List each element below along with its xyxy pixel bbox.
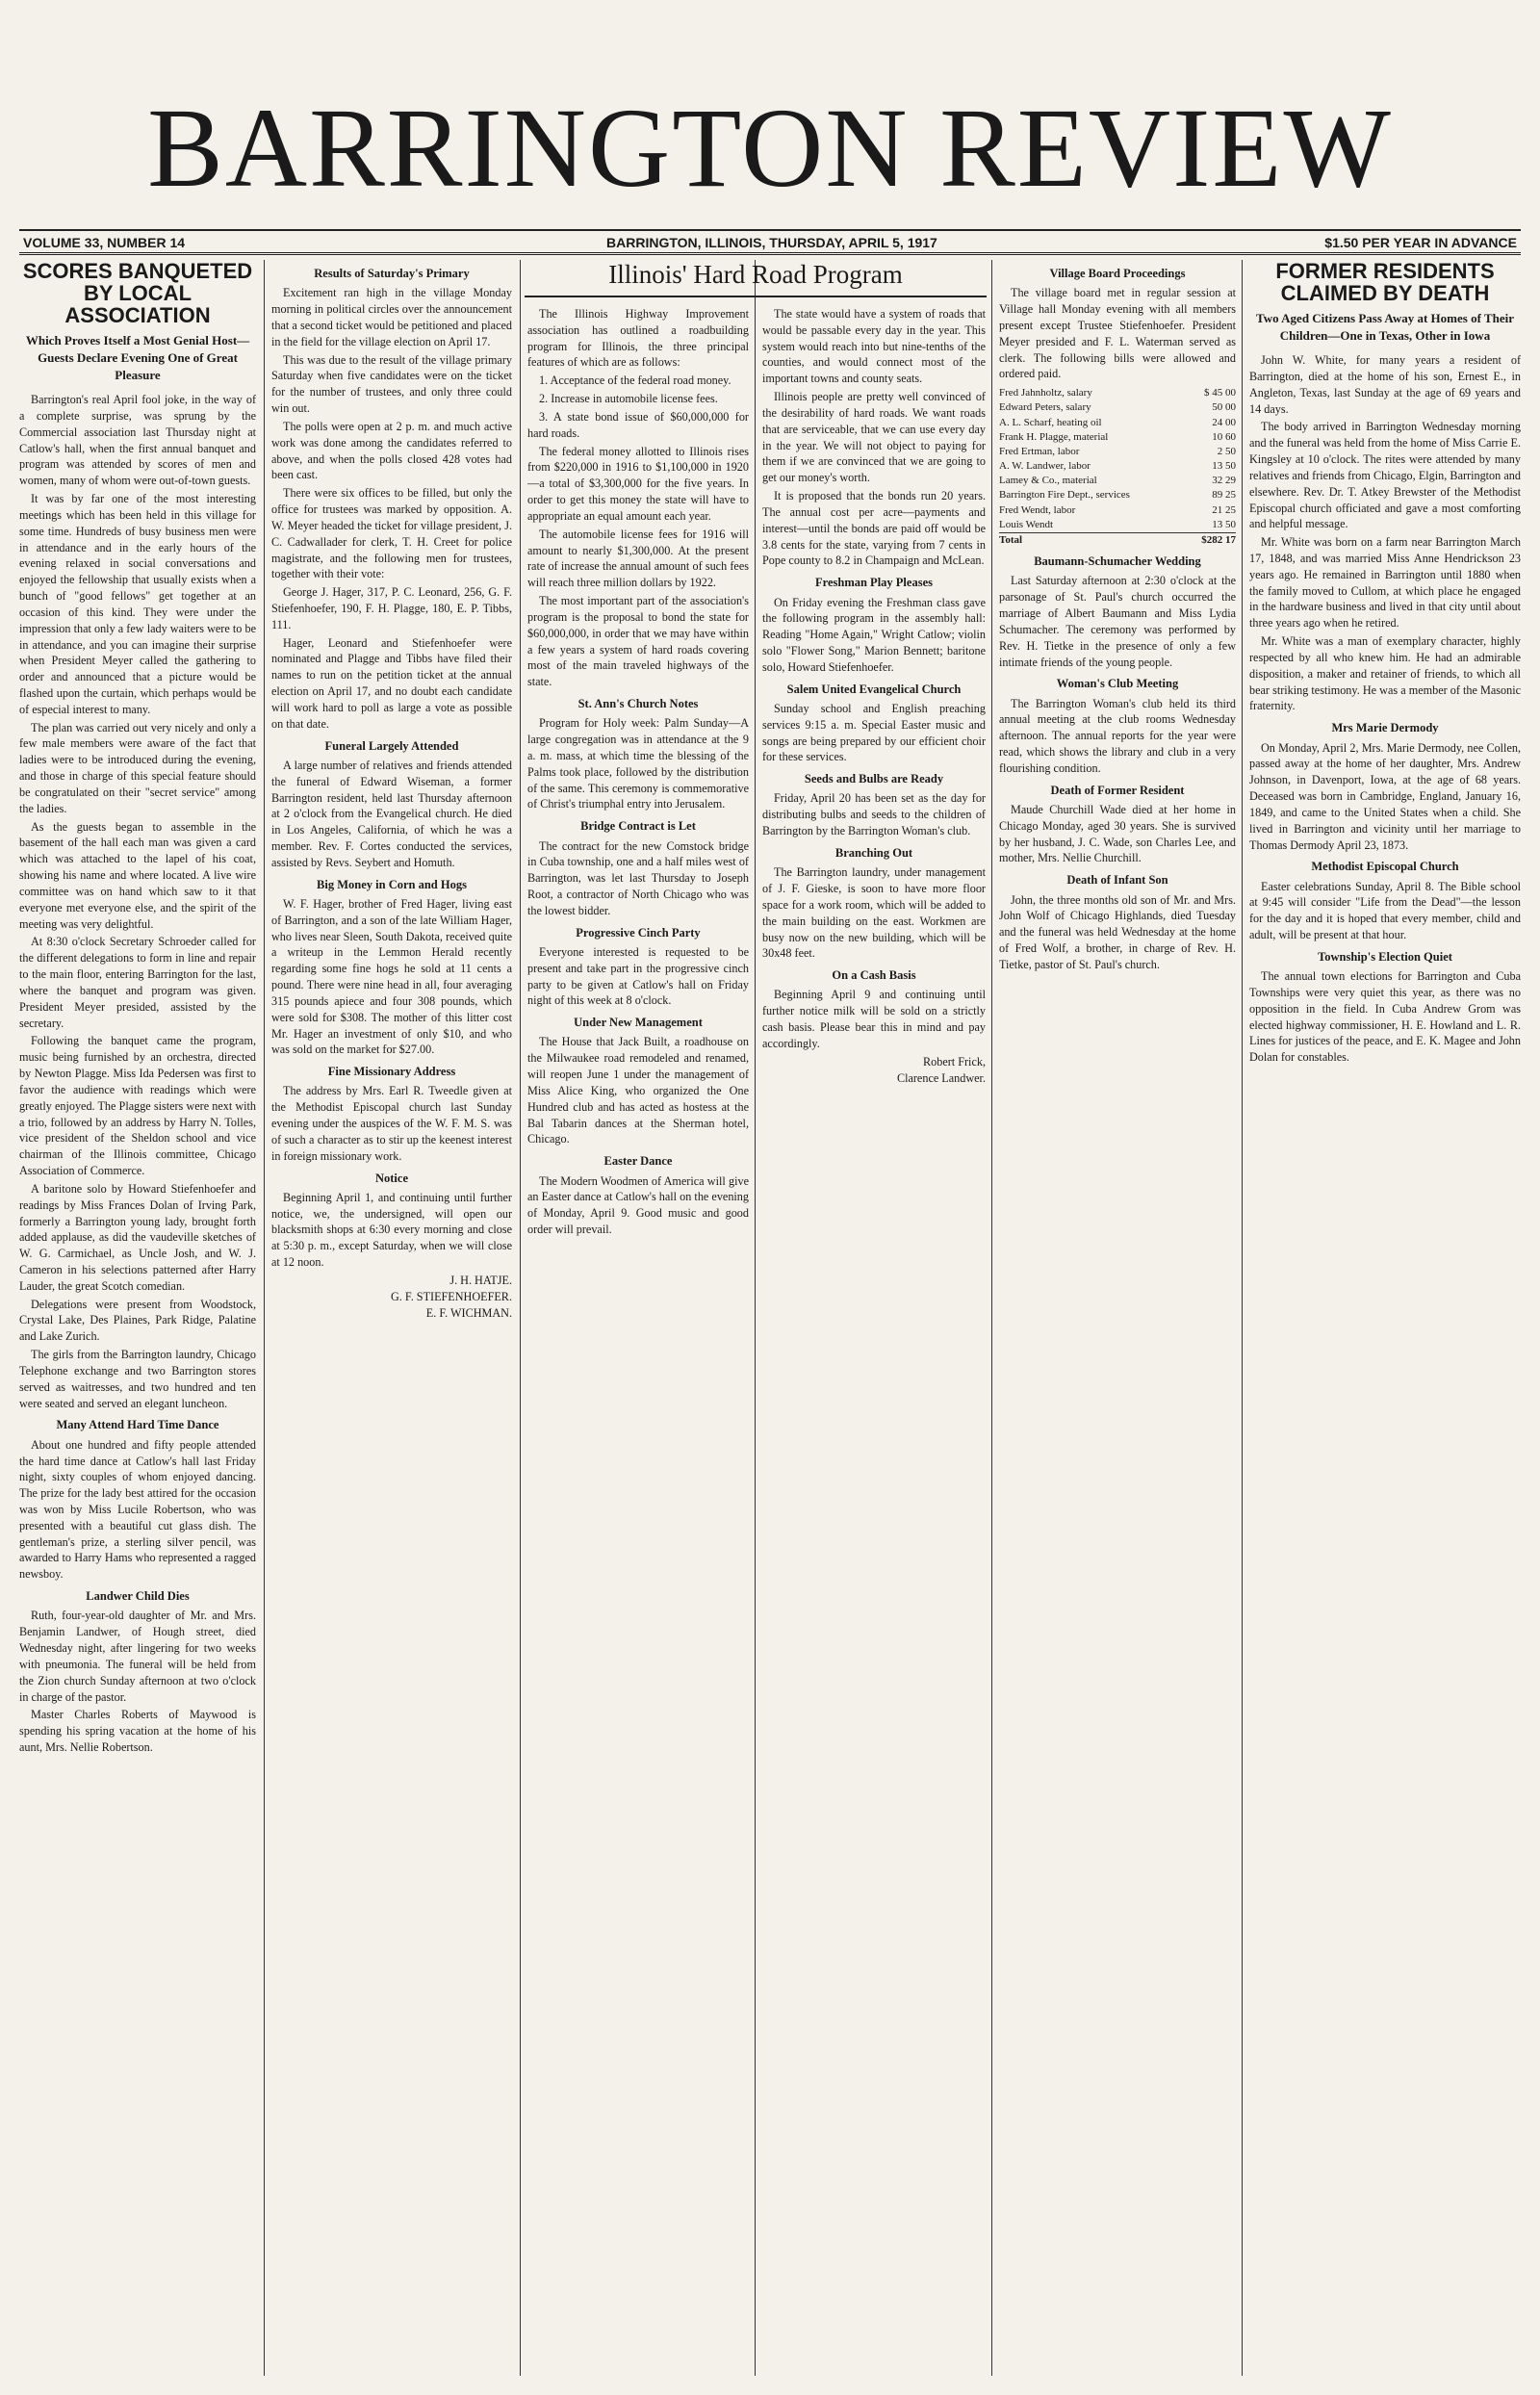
paragraph: Ruth, four-year-old daughter of Mr. and Mrs. Benjamin Landwer, of Hough street, died Wednesday night, after lingering for two weeks with pneumonia. The funeral will be held from the Zion church Sunday afternoon at two o'clock in charge of the pastor. bbox=[19, 1609, 256, 1704]
bill-row: A. W. Landwer, labor 13 50 bbox=[999, 460, 1236, 473]
signature: Robert Frick, bbox=[923, 1054, 986, 1069]
subhead: Woman's Club Meeting bbox=[1056, 677, 1179, 691]
column-rule bbox=[755, 260, 756, 2376]
paragraph: The most important part of the association's program is the proposal to bond the state for $60,000,000, in order that we may have within a few years a system of hard roads covering most of the main traveled highways of the state. bbox=[527, 594, 749, 689]
bill-row: Frank H. Plagge, material 10 60 bbox=[999, 430, 1236, 443]
paragraph: The annual town elections for Barrington and Cuba Townships were very quiet this year, as there was no opposition in the field. In Cuba Andrew Grom was elected highway commissioner, H. E. Howland and L. R. Lines for justices of the peace, and E. K. Magee and John Dolan for constables. bbox=[1249, 969, 1521, 1065]
column-rule bbox=[520, 260, 521, 2376]
subhead: Death of Former Resident bbox=[1050, 783, 1185, 797]
subhead: Mrs Marie Dermody bbox=[1331, 721, 1439, 735]
folio-line bbox=[19, 229, 1521, 255]
paragraph: Everyone interested is requested to be present and take part in the progressive cinch party to be given at Catlow's hall on Friday night of this week at 8 o'clock. bbox=[527, 944, 749, 1008]
subhead: Salem United Evangelical Church bbox=[786, 682, 962, 696]
column-4 bbox=[762, 306, 986, 2376]
paragraph: 3. A state bond issue of $60,000,000 for hard roads. bbox=[527, 409, 749, 440]
paragraph: The address by Mrs. Earl R. Tweedle given at the Methodist Episcopal church last Sunday evening under the auspices of the W. F. M. S. was of such a character as to stir up the keenest interest in foreign missionary work. bbox=[271, 1084, 512, 1163]
paragraph: The House that Jack Built, a roadhouse on the Milwaukee road remodeled and renamed, will reopen June 1 under the management of Miss Alice King, who organized the One Hundred club and has acted as hostess at the Bal Tabarin dances at the Sherman hotel, Chicago. bbox=[527, 1035, 749, 1146]
paragraph: Friday, April 20 has been set as the day for distributing bulbs and seeds to the children of Barrington by the Barrington Woman's club. bbox=[762, 791, 986, 838]
paragraph: Hager, Leonard and Stiefenhoefer were nominated and Plagge and Tibbs have filed their names to run on the petition ticket at the annual election on April 17, and no doubt each candidate will work hard to poll as large a vote as possible on that date. bbox=[271, 635, 512, 731]
paragraph: The village board met in regular session at Village hall Monday evening with all members present except Trustee Stiefenhoefer. President Meyer presided and F. L. Waterman served as clerk. The following bills were allowed and ordered paid. bbox=[999, 286, 1236, 381]
subhead: Big Money in Corn and Hogs bbox=[317, 877, 467, 891]
paragraph: The body arrived in Barrington Wednesday morning and the funeral was held from the home of Miss Carrie E. Kingsley at 10 o'clock. The rites were attended by many relatives and friends from Chicago, Elgin, Barrington and elsewhere. Rev. Dr. T. Atkey Brewster of the Methodist Episcopal church officiated and gave a most comforting and helpful message. bbox=[1249, 420, 1521, 531]
paragraph: Delegations were present from Woodstock, Crystal Lake, Des Plaines, Park Ridge, Palatine and Lake Zurich. bbox=[19, 1297, 256, 1344]
paragraph: The Barrington laundry, under management of J. F. Gieske, is soon to have more floor space for a work room, which will be added to the main building on the east. Workmen are busy now on the new building, which will be 30x48 feet. bbox=[762, 865, 986, 961]
deck: Which Proves Itself a Most Genial Host—Guests Declare Evening One of Great Pleasure bbox=[25, 333, 250, 383]
bill-row: Lamey & Co., material 32 29 bbox=[999, 475, 1236, 487]
paragraph: At 8:30 o'clock Secretary Schroeder called for the different delegations to form in line and repair to the main floor, entering Barrington for the last, where the banquet and program was given. President Meyer presided, assisted by the secretary. bbox=[19, 935, 256, 1030]
paragraph: A large number of relatives and friends attended the funeral of Edward Wiseman, a former Barrington resident, held last Thursday afternoon at 2 o'clock from the Evangelical church. He died in Los Angeles, California, of which he was a member. Rev. F. Cortes conducted the services, assisted by Revs. Seybert and Homuth. bbox=[271, 758, 512, 869]
paragraph: John, the three months old son of Mr. and Mrs. John Wolf of Chicago Highlands, died Tuesday and the funeral was held Wednesday at the home of Fred Wolf, a brother, in charge of Rev. H. Tietke, pastor of St. Paul's church. bbox=[999, 892, 1236, 971]
deck: Two Aged Citizens Pass Away at Homes of Their Children—One in Texas, Other in Iowa bbox=[1256, 311, 1514, 344]
paragraph: As the guests began to assemble in the basement of the hall each man was given a card which was attached to the lapel of his coat, showing his name and where located. A live wire committee was on hand which saw to it that everyone met everyone else, and the spirit of the meeting was very delightful. bbox=[19, 819, 256, 931]
paragraph: Barrington's real April fool joke, in the way of a complete surprise, was sprung by the Commercial association last Thursday night at Catlow's hall, when the first annual banquet and program was attended by scores of men and women, many of whom were out-of-town guests. bbox=[19, 393, 256, 488]
signature: G. F. STIEFENHOEFER. bbox=[391, 1289, 512, 1303]
column-rule bbox=[264, 260, 265, 2376]
subhead: Progressive Cinch Party bbox=[576, 925, 701, 940]
paragraph: Master Charles Roberts of Maywood is spending his spring vacation at the home of his aunt, Mrs. Nellie Robertson. bbox=[19, 1708, 256, 1755]
paragraph: 2. Increase in automobile license fees. bbox=[539, 392, 718, 406]
subhead: Branching Out bbox=[834, 845, 913, 860]
paragraph: W. F. Hager, brother of Fred Hager, living east of Barrington, and a son of the late William Hager, who lives near Sleen, South Dakota, received quite a writeup in the Lemmon Herald recently regarding some fine hogs he sold at 11 cents a pound. There were nine head in all, four averaging 315 pounds apiece and four 308 pounds, which were sold for $308. The mother of this litter cost Mr. Hager an investment of only $10, and who was sold on the market for $27.00. bbox=[271, 896, 512, 1057]
paragraph: The contract for the new Comstock bridge in Cuba township, one and a half miles west of Barrington, was let last Thursday to Joseph Root, a contractor of North Chicago who was the lowest bidder. bbox=[527, 838, 749, 917]
volume-number: VOLUME 33, NUMBER 14 bbox=[23, 235, 186, 250]
column-3 bbox=[527, 306, 749, 2376]
paragraph: Beginning April 1, and continuing until further notice, we, the undersigned, will open our blacksmith shops at 6:30 every morning and close at 5:30 p. m., except Saturday, when we will close at 12 noon. bbox=[271, 1190, 512, 1270]
subhead: Seeds and Bulbs are Ready bbox=[804, 772, 944, 786]
signature: J. H. HATJE. bbox=[449, 1273, 512, 1287]
subhead: Many Attend Hard Time Dance bbox=[56, 1418, 219, 1432]
paragraph: This was due to the result of the village primary Saturday when five candidates were on the ticket for the number of trustees, and only three could win out. bbox=[271, 352, 512, 416]
paragraph: Illinois people are pretty well convinced of the desirability of hard roads. We want roads that are serviceable, that we can use every day in the year. We will not object to paying for them if we are convinced that we are going to get our money's worth. bbox=[762, 390, 986, 485]
paragraph: About one hundred and fifty people attended the hard time dance at Catlow's hall last Friday night, sixty couples of whom enjoyed dancing. The prize for the lady best attired for the occasion was won by Miss Lucile Robertson, who was presented with a beautiful cut glass dish. The gentleman's prize, a sterling silver pencil, was awarded to Harry Hams who represented a ragged newsboy. bbox=[19, 1437, 256, 1582]
subhead: Freshman Play Pleases bbox=[815, 576, 933, 590]
bill-row: Barrington Fire Dept., services 89 25 bbox=[999, 489, 1236, 502]
paragraph: On Monday, April 2, Mrs. Marie Dermody, nee Collen, passed away at the home of her daughter, Mrs. Andrew Johnson, in Davenport, Iowa, at the age of 68 years. Deceased was born in Cambridge, England, January 16, 1849, and came to the United States when a child. She lived in Barrington and vicinity until her marriage to Thomas Dermody April 23, 1873. bbox=[1249, 740, 1521, 852]
paragraph: John W. White, for many years a resident of Barrington, died at the home of his son, Ernest E., in Angleton, Texas, last Sunday at the age of 69 years and 14 days. bbox=[1249, 353, 1521, 416]
paragraph: Excitement ran high in the village Monday morning in political circles over the announcement that a second ticket would be petitioned and placed in the field for the village election on April 17. bbox=[271, 286, 512, 348]
column-5 bbox=[999, 260, 1236, 2376]
subhead: On a Cash Basis bbox=[832, 968, 916, 983]
paragraph: It is proposed that the bonds run 20 years. The annual cost per acre—payments and interest—until the bonds are paid off would be 3.8 cents for the state, varying from 7 cents in Pope county to 8.2 in Champaign and McLean. bbox=[762, 489, 986, 568]
paragraph: The Barrington Woman's club held its third annual meeting at the club rooms Wednesday afternoon. The annual reports for the year were read, which shows the library and club in a very flourishing condition. bbox=[999, 696, 1236, 775]
column-rule bbox=[1242, 260, 1243, 2376]
signature: E. F. WICHMAN. bbox=[425, 1305, 512, 1320]
subhead: Easter Dance bbox=[603, 1154, 673, 1169]
subhead: Under New Management bbox=[574, 1016, 703, 1030]
subhead: St. Ann's Church Notes bbox=[578, 697, 699, 711]
paragraph: Mr. White was born on a farm near Barrington March 17, 1848, and was married Miss Anne Hendrickson 23 years ago. He remained in Barrington until 1880 when the family moved to Cullom, at which place he engaged in the hardware business and lived in that city until about three years ago when he retired. bbox=[1249, 535, 1521, 631]
paragraph: Mr. White was a man of exemplary character, highly respected by all who knew him. He had an admirable disposition, a maker and retainer of friends, to which all bear striking testimony. He was a member of the Masonic fraternity. bbox=[1249, 634, 1521, 713]
bill-row: Fred Wendt, labor 21 25 bbox=[999, 503, 1236, 516]
paragraph: The automobile license fees for 1916 will amount to nearly $1,300,000. At the present rate of increase the annual amount of such fees will reach three million dollars by 1922. bbox=[527, 527, 749, 590]
headline-scores-banqueted: SCORES BANQUETED BY LOCAL ASSOCIATION bbox=[22, 260, 253, 328]
subhead: Methodist Episcopal Church bbox=[1311, 860, 1459, 874]
paragraph: The plan was carried out very nicely and only a few male members were aware of the fact that ladies were to be introduced during the evening, and those in charge of this special feature should be congratulated on their "secret service" among the ladies. bbox=[19, 720, 256, 815]
bill-row: A. L. Scharf, heating oil 24 00 bbox=[999, 416, 1236, 428]
paragraph: The polls were open at 2 p. m. and much active work was done among the candidates referred to above, and when the polls closed 428 votes had been cast. bbox=[271, 419, 512, 482]
bill-total: Total $282 17 bbox=[999, 532, 1236, 548]
subscription-price: $1.50 PER YEAR IN ADVANCE bbox=[1324, 235, 1517, 250]
subhead: Results of Saturday's Primary bbox=[314, 267, 470, 280]
paragraph: There were six offices to be filled, but only the office for trustees was marked by opposition. A. W. Meyer headed the ticket for village president, J. C. Cadwallader for clerk, T. H. Creet for police magistrate, and the following men for trustees, together with their vote: bbox=[271, 486, 512, 581]
masthead: BARRINGTON REVIEW bbox=[147, 85, 1393, 211]
column-6 bbox=[1249, 260, 1521, 2376]
paragraph: The state would have a system of roads that would be passable every day in the year. This system would reach into but nine-tenths of the counties, and would connect most of the important towns and county seats. bbox=[762, 307, 986, 386]
paragraph: The federal money allotted to Illinois rises from $220,000 in 1916 to $1,100,000 in 1920—a total of $3,300,000 for the five years. In order to get this money the state will have to appropriate an equal amount each year. bbox=[527, 444, 749, 523]
paragraph: 1. Acceptance of the federal road money. bbox=[539, 373, 732, 388]
paragraph: The Modern Woodmen of America will give an Easter dance at Catlow's hall on the evening of Monday, April 9. Good music and good order will prevail. bbox=[527, 1173, 749, 1236]
subhead: Baumann-Schumacher Wedding bbox=[1034, 554, 1201, 569]
paragraph: Beginning April 9 and continuing until further notice milk will be sold on a strictly cash basis. Please bear this in mind and pay accordingly. bbox=[762, 988, 986, 1050]
bill-row: Edward Peters, salary 50 00 bbox=[999, 401, 1236, 414]
subhead: Notice bbox=[374, 1171, 408, 1185]
subhead: Fine Missionary Address bbox=[327, 1065, 456, 1079]
column-2 bbox=[271, 260, 512, 2376]
paragraph: It was by far one of the most interesting meetings which has been held in this village for some time. Hundreds of busy business men were in attendance and in the early hours of the evening relaxed in social conversations and enjoyed the fellowship that usually exists when a bunch of "good fellows" get together at an occasion of this kind. They were under the impression that only a few lady waiters were to be in attendance, and you can imagine their surprise when President Meyer called the gathering to order and announced that a picture would be flashed upon the curtain, which perhaps would be of especial interest to many. bbox=[19, 492, 256, 716]
paragraph: Sunday school and English preaching services 9:15 a. m. Special Easter music and songs are being prepared by our efficient choir for these services. bbox=[762, 701, 986, 764]
headline-former-residents: FORMER RESIDENTS CLAIMED BY DEATH bbox=[1275, 260, 1495, 306]
subhead: Bridge Contract is Let bbox=[580, 819, 696, 834]
dateline: BARRINGTON, ILLINOIS, THURSDAY, APRIL 5, 1917 bbox=[606, 235, 937, 250]
bills-table bbox=[999, 386, 1236, 548]
paragraph: The Illinois Highway Improvement association has outlined a roadbuilding program for Illinois, the three principal features of which are as follows: bbox=[527, 307, 749, 370]
paragraph: A baritone solo by Howard Stiefenhoefer and readings by Miss Frances Dolan of Irving Park, formerly a Barrington young lady, brought forth added applause, as did the vaudeville sketches of W. G. Carmichael, as Uncle Josh, and W. J. Cameron in his selections patterned after Harry Lauder, the great Scotch comedian. bbox=[19, 1181, 256, 1293]
paragraph: Following the banquet came the program, music being furnished by an orchestra, directed by Newton Plagge. Miss Ida Pedersen was first to favor the audience with readings which were greatly enjoyed. The Plagge sisters were next with a trio, followed by an address by Harry N. Tolles, vice president of the Sheldon school and vice chairman of the Illinois committee, Chicago Association of Commerce. bbox=[19, 1034, 256, 1178]
subhead: Funeral Largely Attended bbox=[324, 738, 459, 753]
signature: Clarence Landwer. bbox=[896, 1070, 986, 1085]
subhead: Township's Election Quiet bbox=[1318, 949, 1452, 964]
subhead: Landwer Child Dies bbox=[86, 1589, 190, 1604]
paragraph: On Friday evening the Freshman class gave the following program in the assembly hall: Reading "Home Again," Wright Catlow; violin solo "Flower Song," Marion Bennett; baritone solo, Howard Stiefenhoefer. bbox=[762, 595, 986, 674]
paragraph: Program for Holy week: Palm Sunday—A large congregation was in attendance at the 9 a. m. mass, at which time the blessing of the Palms took place, followed by the distribution of the same. This ceremony is commemorative of Christ's triumphal entry into Jerusalem. bbox=[527, 716, 749, 811]
column-1 bbox=[19, 260, 256, 2376]
paragraph: Maude Churchill Wade died at her home in Chicago Monday, aged 30 years. She is survived by her husband, J. C. Wade, son Charles Lee, and mother, Mrs. Nellie Churchill. bbox=[999, 802, 1236, 865]
banner-hard-road-program: Illinois' Hard Road Program bbox=[525, 260, 987, 297]
bill-row: Fred Ertman, labor 2 50 bbox=[999, 445, 1236, 457]
column-rule bbox=[991, 260, 992, 2376]
subhead: Death of Infant Son bbox=[1066, 873, 1168, 888]
bill-row: Louis Wendt 13 50 bbox=[999, 518, 1236, 530]
paragraph: Easter celebrations Sunday, April 8. The Bible school at 9:45 will consider "Life from the Dead"—the lesson for the day and it is hoped that every member, child and adult, will be present at that hour. bbox=[1249, 879, 1521, 942]
bill-row: Fred Jahnholtz, salary $ 45 00 bbox=[999, 387, 1236, 399]
paragraph: George J. Hager, 317, P. C. Leonard, 256, G. F. Stiefenhoefer, 190, F. H. Plagge, 180, E. P. Tibbs, 111. bbox=[271, 585, 512, 631]
paragraph: The girls from the Barrington laundry, Chicago Telephone exchange and two Barrington stores served as waitresses, and two hundred and ten were seated and served an elegant luncheon. bbox=[19, 1348, 256, 1410]
subhead: Village Board Proceedings bbox=[1049, 267, 1186, 280]
paragraph: Last Saturday afternoon at 2:30 o'clock at the parsonage of St. Paul's church occurred the marriage of Albert Baumann and Miss Lydia Schumacher. The ceremony was performed by Rev. H. Tietke in the presence of only a few intimate friends of the young people. bbox=[999, 574, 1236, 669]
